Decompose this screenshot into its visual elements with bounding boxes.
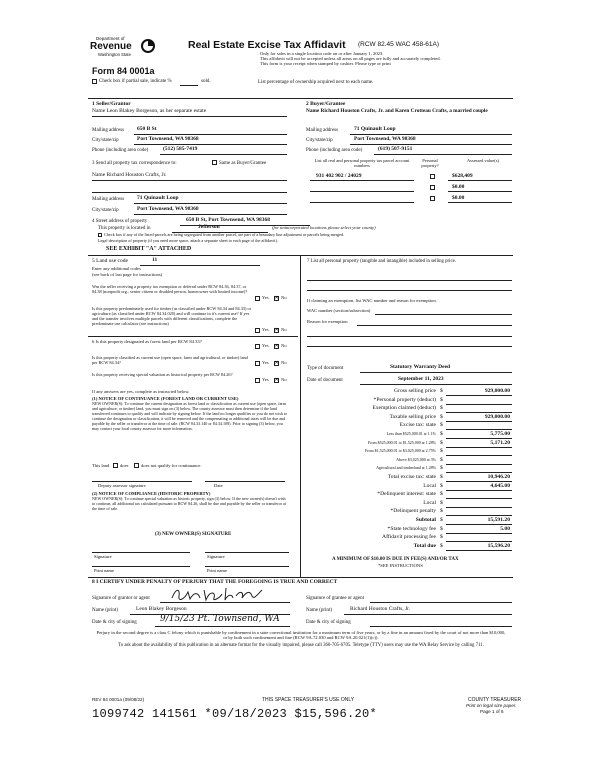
grantor-signature-image [170, 584, 265, 606]
parcel-assessed: $0.00 [452, 195, 465, 201]
yes-label: Yes [262, 377, 269, 382]
tax-row-dollar: $ [440, 491, 443, 498]
wac-label: WAC number (section/subsection) [307, 308, 371, 313]
grantor-name-label: Name (print) [92, 608, 118, 613]
doc-type: Statutory Warranty Deed [390, 364, 451, 370]
buyer-phone-label: Phone (including area code) [306, 148, 363, 153]
tax-row-label: Agricultural and timberland at 1.28% [376, 465, 436, 471]
tax-row-line[interactable] [446, 550, 512, 551]
tax-row-line[interactable] [446, 404, 512, 405]
logo-state: Washington State [98, 52, 131, 57]
buyer-phone: (619) 507-9151 [378, 146, 413, 152]
tax-row-label: Local [423, 499, 436, 506]
tax-row-dollar: $ [440, 542, 443, 549]
section3-label: 3 Send all property tax correspondence to: [92, 161, 177, 166]
q2-yes-checkbox[interactable] [255, 328, 260, 333]
tax-row-line[interactable] [446, 421, 512, 422]
no-label: No [281, 327, 287, 332]
tax-row-label: Subtotal [415, 517, 436, 523]
tax-row-dollar: $ [440, 405, 443, 412]
exhibit-reference: SEE EXHIBIT "A" ATTACHED [106, 246, 192, 252]
does-qualify-checkbox[interactable] [113, 463, 118, 468]
partial-sale-label: Check box if partial sale, indicate % [99, 79, 172, 84]
section5-q2: Is this property predominately used for timber (as classified under RCW 84.34 and 84.33) or agriculture (as classified under RCW 84.34.020) and will continue in it's current use? If yes and the transfer involves multiple parcels with different classifications, complete the predominate use calculator (see instructions) [92, 306, 252, 327]
section4-label: 4 Street address of property [92, 219, 148, 224]
tax-row-value: 4,645.00 [490, 482, 510, 489]
certify-statement: 8 I CERTIFY UNDER PENALTY OF PERJURY THAT THE FOREGOING IS TRUE AND CORRECT [92, 579, 338, 585]
section3-mailing-label: Mailing address [92, 197, 125, 202]
legal-description-label: Legal description of property (if you need more space, attach a separate sheet to each page of the affidavit). [98, 238, 278, 243]
deputy-assessor-label: Deputy assessor signature [98, 483, 146, 488]
seller-mailing-label: Mailing address [92, 128, 125, 133]
tax-row-dollar: $ [440, 448, 443, 455]
tax-row-dollar: $ [440, 456, 443, 463]
section6-q3: If any answers are yes, complete as instructed below. [92, 389, 190, 394]
dor-logo [90, 36, 178, 60]
section3-name: Name Richard Houston Crafts, Jr. [92, 172, 167, 178]
notice1-title: (1) NOTICE OF CONTINUANCE (FOREST LAND OR CURRENT USE) [92, 396, 239, 401]
tax-row-value: 15,591.20 [487, 517, 510, 523]
tax-row-dollar: $ [440, 499, 443, 506]
parcel-assessed: $628,409 [452, 173, 473, 179]
deputy-date-label: Date [214, 483, 223, 488]
tax-row-line[interactable] [446, 455, 512, 456]
tax-row-dollar: $ [440, 482, 443, 489]
seller-name: Name Leon Blakey Borgeson, as her separate estate [92, 108, 207, 114]
partial-sale-checkbox[interactable] [92, 79, 97, 84]
buyer-name: Name Richard Houston Crafts, Jr. and Karen Crotteau Crafts, a married couple [306, 108, 488, 114]
print-legal-note: Print on legal size paper. [466, 703, 517, 708]
tax-row-label: Local [423, 482, 436, 489]
parcel-assessed: $0.00 [452, 184, 465, 190]
land-does-label: This land [92, 463, 110, 468]
located-in-label: This property is located in [98, 226, 151, 231]
tax-row-value: 929,000.00 [484, 388, 510, 394]
tax-row-label: *Delinquent penalty [390, 508, 436, 515]
property-address: 650 B St, Port Townsend, WA 98368 [186, 217, 270, 223]
grantee-printed-name: Richard Houston Crafts, Jr. [350, 606, 411, 612]
tax-row-label: From $1,525,000.01 to $3,025,000 at 2.75% [365, 448, 436, 454]
no-label: No [281, 343, 287, 348]
additional-codes: Enter any additional codes [92, 266, 141, 271]
does-not-qualify-checkbox[interactable] [134, 463, 139, 468]
new-owner-print-label: Print name [94, 568, 115, 573]
tax-row-line[interactable] [446, 395, 512, 396]
tax-row-label: Total excise tax: state [387, 474, 436, 480]
reason-label: Reason for exemption [307, 319, 348, 324]
grantee-signature-label: Signature of grantee or agent [306, 596, 365, 601]
parcel-col-numbers: List all real and personal property tax parcel account numbers [314, 158, 410, 169]
grantee-date-city-label: Date & city of signing [306, 620, 351, 625]
grantor-printed-name: Leon Blakey Borgeson [136, 606, 187, 612]
form-title: Real Estate Excise Tax Affidavit [188, 39, 346, 51]
no-label: No [281, 295, 287, 300]
tax-row-line[interactable] [446, 447, 512, 448]
notice2-title: (2) NOTICE OF COMPLIANCE (HISTORIC PROPERTY) [92, 491, 211, 496]
accessibility-note: To ask about the availability of this publication in an alternate format for the visually impaired, please call 360-705-6705. Teletype (TTY) users may use the WA Relay Service by calling 711. [118, 643, 484, 648]
personal-property-checkbox[interactable] [430, 185, 435, 190]
historic-yes-checkbox[interactable] [255, 378, 260, 383]
tax-row-label: *State technology fee [387, 525, 436, 532]
tax-row-label: Above $3,025,000 at 3% [396, 456, 436, 462]
tax-row-dollar: $ [440, 517, 443, 523]
tax-row-line[interactable] [446, 507, 512, 508]
seller-heading: 1 Seller/Grantor [92, 101, 131, 107]
revision-code: REV 84 0001a (09/08/22) [92, 697, 145, 702]
section6-q2: Is this property receiving special valuation as historical property per RCW 84.26? [92, 372, 233, 377]
q2-no-checkbox[interactable] [274, 328, 279, 333]
section6-q1: Is this property classified as current use (open space, farm and agricultural, or timber) land per RCW 84.34? [92, 355, 248, 366]
header-note-1: Only for sales in a single location code on or after January 1, 2023. [260, 51, 384, 56]
parcel-col-personal: Personal property? [421, 158, 439, 169]
county: Jefferson [198, 224, 220, 230]
perjury-notice: Perjury in the second degree is a class C felony which is punishable by confinement in a state correctional institution for a maximum term of five years, or by a fine in an amount fixed by the court of not more than $10,000, or by both such confinement and fine (RCW 9A.72.030 and RCW 9A.20.021(1)(c)). [96, 630, 506, 641]
see-instructions: *SEE INSTRUCTIONS [378, 563, 423, 568]
tax-row-line[interactable] [446, 464, 512, 465]
county-treasurer: COUNTY TREASURER [468, 697, 522, 703]
grantor-date-city-label: Date & city of signing [92, 620, 137, 625]
tax-row-dollar: $ [440, 388, 443, 394]
partial-sale-pct-line[interactable] [180, 85, 198, 86]
tax-row-label: *Personal property (deduct) [373, 396, 436, 403]
tax-row-dollar: $ [440, 396, 443, 403]
current-use-no-checkbox[interactable] [274, 361, 279, 366]
yes-label: Yes [262, 343, 269, 348]
header-note-3: This form is your receipt when stamped by cashier. Please type or print [260, 61, 391, 66]
grantor-date-city: 9/15/23 Pt. Townsend, WA [160, 614, 280, 624]
historic-no-checkbox[interactable] [274, 378, 279, 383]
grantor-signature-label: Signature of grantor or agent [92, 596, 150, 601]
logo-dept-small: Department of [96, 36, 125, 41]
tax-row-label: Exemption claimed (deduct) [372, 405, 436, 412]
tax-row-label: Taxable selling price [389, 413, 436, 420]
tax-row-dollar: $ [440, 413, 443, 420]
tax-row-line[interactable] [446, 481, 512, 482]
tax-row-label: Gross selling price [394, 388, 436, 394]
buyer-city: Port Townsend, WA 98368 [354, 136, 416, 142]
tax-row-line[interactable] [446, 438, 512, 439]
forest-yes-checkbox[interactable] [255, 344, 260, 349]
doc-date: September 11, 2023 [398, 376, 444, 382]
tax-row-label: From $525,000.01 to $1,525,000 at 1.28% [368, 439, 436, 445]
buyer-heading: 2 Buyer/Grantee [306, 101, 346, 107]
tax-row-label: Affidavit processing fee [382, 534, 436, 541]
tax-row-value: 5.00 [500, 525, 510, 532]
parcel-number: 931 402 902 / 24029 [316, 173, 362, 179]
yes-label: Yes [262, 360, 269, 365]
partial-sale-sold: sold. [201, 79, 211, 84]
tax-row-dollar: $ [440, 474, 443, 480]
buyer-mailing: 71 Quinault Loop [354, 126, 396, 132]
tax-row-label: Excise tax: state [399, 422, 436, 429]
forest-no-checkbox[interactable] [274, 344, 279, 349]
parcel-col-assessed: Assessed value(s) [466, 158, 500, 163]
same-as-buyer-label: Same as Buyer/Grantee [219, 161, 267, 166]
tax-row-line[interactable] [446, 490, 512, 491]
new-owner-signature-label: Signature [207, 554, 225, 559]
grantee-name-label: Name (print) [306, 608, 332, 613]
notice2-body: NEW OWNER(S): To continue special valuation as historic property, sign (3) below. If the new owner(s) doesn't wish to continue, all additional tax calculated pursuant to RCW 84.26, shall be due and payable by the seller or transferor at the time of sale. [92, 496, 286, 511]
seller-phone-label: Phone (including area code) [92, 148, 149, 153]
notice1-body: NEW OWNER(S): To continue the current designation as forest land or classification as current use (open space, farm and agriculture, or timber) land, you must sign on (3) below. The county assessor must then determine if the land transferred continues to qualify and will indicate by signing below. If the land no longer qualifies or you do not wish to continue the designation or classification, it will be removed and the compensating or additional taxes will be due and payable by the seller or transferor at the time of sale. (RCW 84.33.140 or 84.34.108). Prior to signing (3) below, you may contact your local county assessor for more information. [92, 401, 288, 431]
treasurer-use-only: THIS SPACE TREASURER'S USE ONLY [262, 697, 355, 703]
seller-mailing: 650 B St [137, 126, 157, 132]
tax-row-dollar: $ [440, 508, 443, 515]
q1-no-checkbox[interactable] [274, 296, 279, 301]
tax-row-dollar: $ [440, 422, 443, 429]
does-label: does [120, 463, 129, 468]
page-number: Page 1 of 6 [480, 709, 504, 714]
personal-property-checkbox[interactable] [430, 196, 435, 201]
logo-dept-big: Revenue [90, 41, 132, 52]
doc-date-label: Date of document [307, 378, 343, 383]
land-use-code: 11 [152, 257, 158, 263]
does-not-label: does not qualify for continuance. [141, 463, 202, 468]
logo-mark-icon [141, 39, 155, 53]
section3-city-label: City/state/zip [92, 208, 119, 213]
tax-row-value: 15,596.20 [487, 542, 510, 549]
tax-row-value: 5,171.20 [490, 439, 510, 446]
tax-row-label: Total due [413, 542, 436, 549]
buyer-mailing-label: Mailing address [306, 128, 339, 133]
receipt-stamp: 1099742 141561 *09/18/2023 $15,596.20* [92, 707, 378, 721]
segregated-label: Check box if any of the listed parcels are being segregated from another parcel, are part of a boundary line adjustment or parcels being merged. [104, 232, 345, 237]
personal-property-checkbox[interactable] [430, 174, 435, 179]
notice3-title: (3) NEW OWNER(S) SIGNATURE [155, 532, 232, 537]
additional-codes-note: (see back of last page for instructions) [92, 272, 163, 277]
tax-row-dollar: $ [440, 534, 443, 541]
county-note: (for unincorporated locations please select your county) [272, 225, 376, 230]
section3-mailing: 71 Quinault Loop [137, 195, 179, 201]
form-title-ref: (RCW 82.45 WAC 458-61A) [358, 41, 440, 48]
seller-city: Port Townsend, WA 98368 [137, 136, 199, 142]
q1-yes-checkbox[interactable] [255, 296, 260, 301]
new-owner-print-label: Print name [207, 568, 228, 573]
tax-row-value: 5,775.00 [490, 431, 510, 437]
section5-label: 5 Land use code [92, 258, 128, 264]
header-note-2: This affidavit will not be accepted unless all areas on all pages are fully and accurately completed. [260, 56, 441, 61]
current-use-yes-checkbox[interactable] [255, 361, 260, 366]
tax-row-line[interactable] [446, 498, 512, 499]
doc-type-label: Type of document [307, 366, 344, 371]
section7-label: 7 List all personal property (tangible and intangible) included in selling price. [307, 259, 456, 264]
tax-row-label: Less than $525,000.01 at 1.1% [386, 431, 436, 436]
section5-q1: Was the seller receiving a property tax exemption or deferral under RCW 84.36, 84.37, or 84.38 (nonprofit org., senior citizen or disabled person, homeowner with limited income)? [92, 284, 248, 295]
tax-row-line[interactable] [446, 524, 512, 525]
tax-row-dollar: $ [440, 431, 443, 437]
section3-city: Port Townsend, WA 98368 [137, 206, 199, 212]
tax-row-dollar: $ [440, 525, 443, 532]
no-label: No [281, 377, 287, 382]
tax-row-value: 929,000.00 [484, 413, 510, 420]
seller-city-label: City/state/zip [92, 138, 119, 143]
tax-row-value: 10,946.20 [487, 474, 510, 480]
exemption-label: If claiming an exemption, list WAC number and reason for exemption. [307, 298, 437, 303]
minimum-fee-note: A MINIMUM OF $10.00 IS DUE IN FEE(S) AND/OR TAX [332, 557, 459, 562]
yes-label: Yes [262, 327, 269, 332]
section6-label: 6 Is this property designated as forest land per RCW 84.33? [92, 339, 202, 344]
tax-row-dollar: $ [440, 465, 443, 472]
ownership-instruction: List percentage of ownership acquired next to each name. [258, 80, 374, 85]
seller-phone: (512) 585-7419 [163, 146, 198, 152]
form-number: Form 84 0001a [92, 66, 155, 76]
tax-row-line[interactable] [446, 533, 512, 534]
new-owner-signature-label: Signature [94, 554, 112, 559]
same-as-buyer-checkbox[interactable] [212, 160, 217, 165]
yes-label: Yes [262, 295, 269, 300]
no-label: No [281, 360, 287, 365]
tax-row-dollar: $ [440, 439, 443, 446]
tax-row-label: *Delinquent interest: state [377, 491, 436, 498]
buyer-city-label: City/state/zip [306, 138, 333, 143]
segregated-checkbox[interactable] [98, 233, 102, 237]
